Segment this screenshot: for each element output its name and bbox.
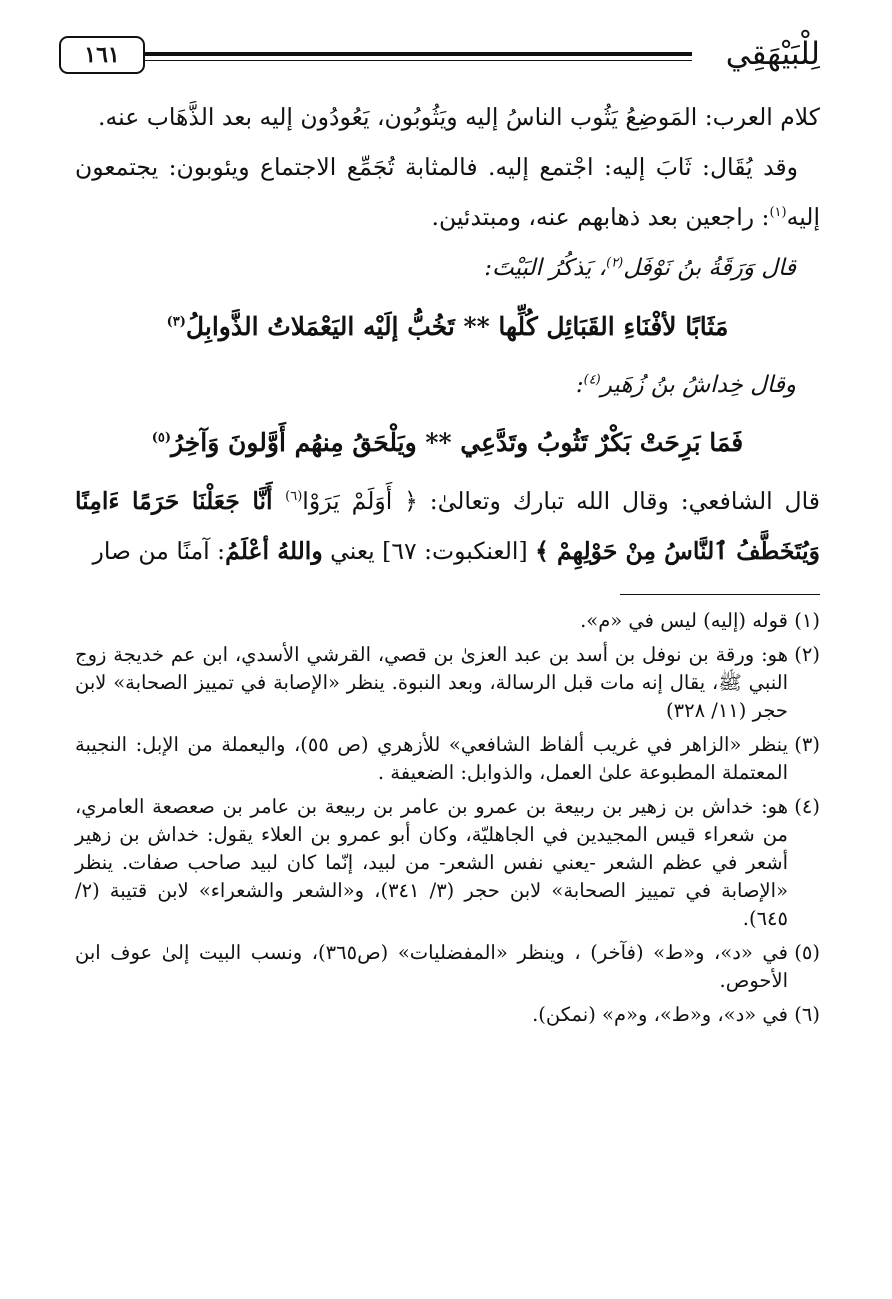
footnote-ref-5: (٥) — [151, 430, 172, 446]
footnote-number: (١) — [794, 609, 820, 632]
paragraph-2-text-b: : راجعين بعد ذهابهم عنه، ومبتدئين. — [431, 203, 770, 231]
footnote-number: (٦) — [794, 1003, 820, 1026]
quran-verse: أَنَّا جَعَلْنَا حَرَمًا ءَامِنًا وَيُتَخَطَّفُ ٱلنَّاسُ مِنْ حَوْلِهِمْ ﴾ — [75, 487, 820, 565]
running-title: لِلْبَيْهَقِي — [725, 36, 820, 72]
narration-khidash — [75, 360, 820, 410]
narration-khidash-text-b: : — [575, 372, 584, 398]
paragraph-2-text-a: وقد يُقَال: ثَابَ إليه: اجْتمع إليه. فالمثابة تُجَمِّع الاجتماع ويئوبون: يجتمعون إليه — [75, 153, 820, 231]
paragraph-3-text-a: قال الشافعي: وقال الله تبارك وتعالىٰ: ﴿ أَوَلَمْ يَرَوْا — [302, 487, 820, 515]
footnote — [75, 1001, 820, 1029]
narration-waraqa-text-a: قال وَرَقَةُ بنُ نَوْفَل — [623, 255, 796, 281]
footnote-ref-3: (٣) — [166, 314, 186, 330]
verse-1-text: مَثَابًا لأفْنَاءِ القَبَائِل كُلِّها ** تَخُبُّ إلَيْه اليَعْمَلاتُ الذَّوابِلُ — [185, 312, 729, 341]
footnote-text: قوله (إليه) ليس في «م». — [580, 609, 788, 632]
allah-knows-best: واللهُ أعْلَمُ — [225, 537, 323, 565]
paragraph-3-text-b: [العنكبوت: ٦٧] يعني — [322, 537, 536, 565]
verse-2 — [75, 410, 820, 476]
footnote — [75, 731, 820, 787]
page-number: ١٦١ — [59, 36, 145, 74]
footnote-text: هو: ورقة بن نوفل بن أسد بن عبد العزىٰ بن قصي، القرشي الأسدي، ابن عم خديجة زوج النبي ﷺ، يقال إنه مات قبل الرسالة، وبعد النبوة. ينظر «الإصابة في تمييز الصحابة» لابن حجر (١١/ ٣٢٨) — [75, 643, 788, 722]
main-text-continued — [75, 476, 820, 576]
footnote-text: في «د»، و«ط» (فآخر) ، وينظر «المفضليات» (ص٣٦٥)، ونسب البيت إلىٰ عوف ابن الأحوص. — [75, 941, 788, 992]
footnote-ref-2: (٢) — [606, 255, 624, 271]
paragraph-2 — [75, 142, 820, 242]
footnote — [75, 793, 820, 933]
footnote-number: (٥) — [794, 941, 820, 964]
footnote — [75, 607, 820, 635]
paragraph-3-text-c: : آمنًا من صار — [92, 537, 226, 565]
narration-waraqa-text-b: ، يَذكُرُ البَيْتَ: — [484, 255, 607, 281]
paragraph-3 — [75, 476, 820, 576]
footnote-number: (٢) — [794, 643, 820, 666]
book-page — [75, 30, 820, 1280]
verse-1 — [75, 294, 820, 360]
footnote-number: (٣) — [794, 733, 820, 756]
footnotes — [75, 607, 820, 1029]
footnote-text: هو: خداش بن زهير بن ربيعة بن عمرو بن عامر بن ربيعة بن عامر بن صعصعة العامري، من شعراء قيس المجيدين في الجاهليّة، وكان أبو عمرو بن العلاء يقول: خداش بن زهير أشعر في عظم الشعر -يعني نفس الشعر- من لبيد، إنّما كان لبيد صاحب صفات. ينظر «الإصابة في تمييز الصحابة» لابن حجر (٣/ ٣٤١)، و«الشعر والشعراء» لابن قتيبة (٢/ ٦٤٥). — [75, 795, 788, 930]
footnote-separator — [620, 594, 820, 595]
footnote — [75, 641, 820, 725]
footnote-ref-1: (١) — [769, 205, 787, 221]
footnote-ref-4: (٤) — [583, 372, 601, 388]
footnote-text: ينظر «الزاهر في غريب ألفاظ الشافعي» للأزهري (ص ٥٥)، واليعملة من الإبل: النجيبة المعتملة المطبوعة علىٰ العمل، والذوابل: الضعيفة . — [75, 733, 788, 784]
paragraph-1: كلام العرب: المَوضِعُ يَثُوب الناسُ إليه ويَثُوبُون، يَعُودُون إليه بعد الذَّهَاب عنه. — [98, 103, 820, 131]
main-text — [75, 92, 820, 242]
page-header — [75, 30, 820, 92]
footnote-ref-6: (٦) — [285, 489, 303, 505]
header-rule — [145, 52, 692, 61]
footnote — [75, 939, 820, 995]
narration-khidash-text-a: وقال خِداشُ بنُ زُهَير — [600, 372, 796, 398]
footnote-number: (٤) — [794, 795, 820, 818]
narration-waraqa — [75, 242, 820, 294]
footnote-text: في «د»، و«ط»، و«م» (نمكن). — [532, 1003, 788, 1026]
verse-2-text: فَمَا بَرِحَتْ بَكْرٌ تَثُوبُ وتَدَّعِي ** ويَلْحَقُ مِنهُم أَوَّلونَ وَآخِرُ — [171, 428, 744, 457]
